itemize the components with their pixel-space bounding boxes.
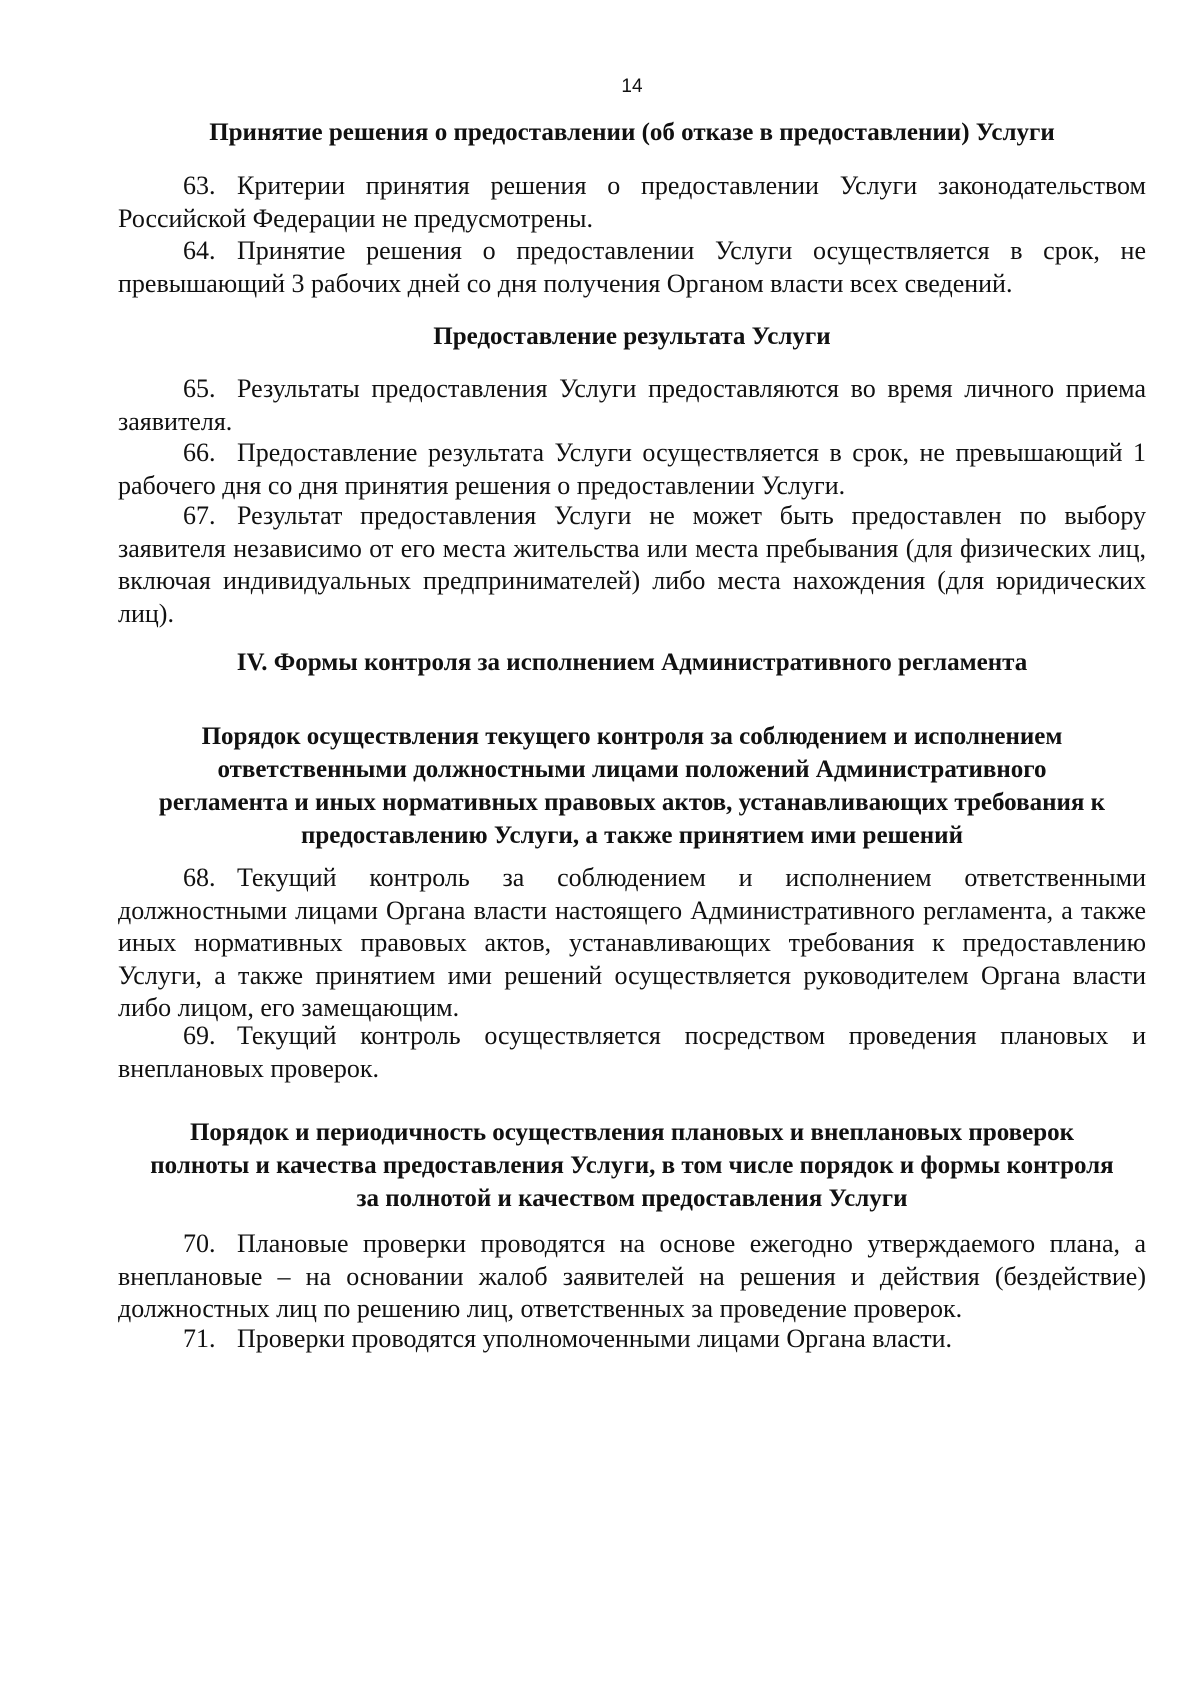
heading-inspections: Порядок и периодичность осуществления плановых и внеплановых проверок полноты и качества предоставления Услуги, в том числе порядок и формы контроля за полнотой и качеством предоставления Услуги bbox=[150, 1119, 1114, 1212]
paragraph-number: 65. bbox=[183, 374, 216, 403]
heading-result: Предоставление результата Услуги bbox=[433, 323, 831, 350]
paragraph-text: Принятие решения о предоставлении Услуги осуществляется в срок, не превышающий 3 рабочих дней со дня получения Органом власти всех сведений. bbox=[118, 236, 1146, 298]
paragraph-63 bbox=[118, 170, 1146, 235]
heading-decision: Принятие решения о предоставлении (об отказе в предоставлении) Услуги bbox=[209, 119, 1055, 146]
paragraph-number: 68. bbox=[183, 863, 216, 892]
paragraph-number: 66. bbox=[183, 438, 216, 467]
paragraph-text: Текущий контроль осуществляется посредством проведения плановых и внеплановых проверок. bbox=[118, 1021, 1146, 1083]
paragraph-70 bbox=[118, 1228, 1146, 1326]
page-number: 14 bbox=[621, 76, 643, 97]
paragraph-66 bbox=[118, 437, 1146, 502]
paragraph-number: 71. bbox=[183, 1324, 216, 1353]
paragraph-number: 64. bbox=[183, 236, 216, 265]
heading-current-control: Порядок осуществления текущего контроля за соблюдением и исполнением ответственными должностными лицами положений Административного регламента и иных нормативных правовых актов, устанавливающих требования к предоставлению Услуги, а также принятием ими решений bbox=[158, 723, 1106, 849]
paragraph-71 bbox=[118, 1323, 1146, 1356]
heading-section-iv: IV. Формы контроля за исполнением Административного регламента bbox=[236, 649, 1028, 676]
paragraph-65 bbox=[118, 373, 1146, 438]
paragraph-67 bbox=[118, 500, 1146, 630]
paragraph-text: Критерии принятия решения о предоставлении Услуги законодательством Российской Федерации не предусмотрены. bbox=[118, 171, 1146, 233]
paragraph-64 bbox=[118, 235, 1146, 300]
paragraph-69 bbox=[118, 1020, 1146, 1085]
paragraph-number: 63. bbox=[183, 171, 216, 200]
paragraph-text: Предоставление результата Услуги осуществляется в срок, не превышающий 1 рабочего дня со дня принятия решения о предоставлении Услуги. bbox=[118, 438, 1146, 500]
paragraph-text: Плановые проверки проводятся на основе ежегодно утверждаемого плана, а внеплановые – на основании жалоб заявителей на решения и действия (бездействие) должностных лиц по решению лиц, ответственных за проведение проверок. bbox=[118, 1229, 1146, 1323]
paragraph-number: 70. bbox=[183, 1229, 216, 1258]
paragraph-68 bbox=[118, 862, 1146, 1025]
paragraph-number: 69. bbox=[183, 1021, 216, 1050]
paragraph-text: Текущий контроль за соблюдением и исполнением ответственными должностными лицами Органа власти настоящего Административного регламента, а также иных нормативных правовых актов, устанавливающих требования к предоставлению Услуги, а также принятием ими решений осуществляется руководителем Органа власти либо лицом, его замещающим. bbox=[118, 863, 1146, 1022]
paragraph-text: Проверки проводятся уполномоченными лицами Органа власти. bbox=[237, 1324, 953, 1353]
paragraph-text: Результат предоставления Услуги не может быть предоставлен по выбору заявителя независимо от его места жительства или места пребывания (для физических лиц, включая индивидуальных предпринимателей) либо места нахождения (для юридических лиц). bbox=[118, 501, 1146, 628]
paragraph-number: 67. bbox=[183, 501, 216, 530]
paragraph-text: Результаты предоставления Услуги предоставляются во время личного приема заявителя. bbox=[118, 374, 1146, 436]
